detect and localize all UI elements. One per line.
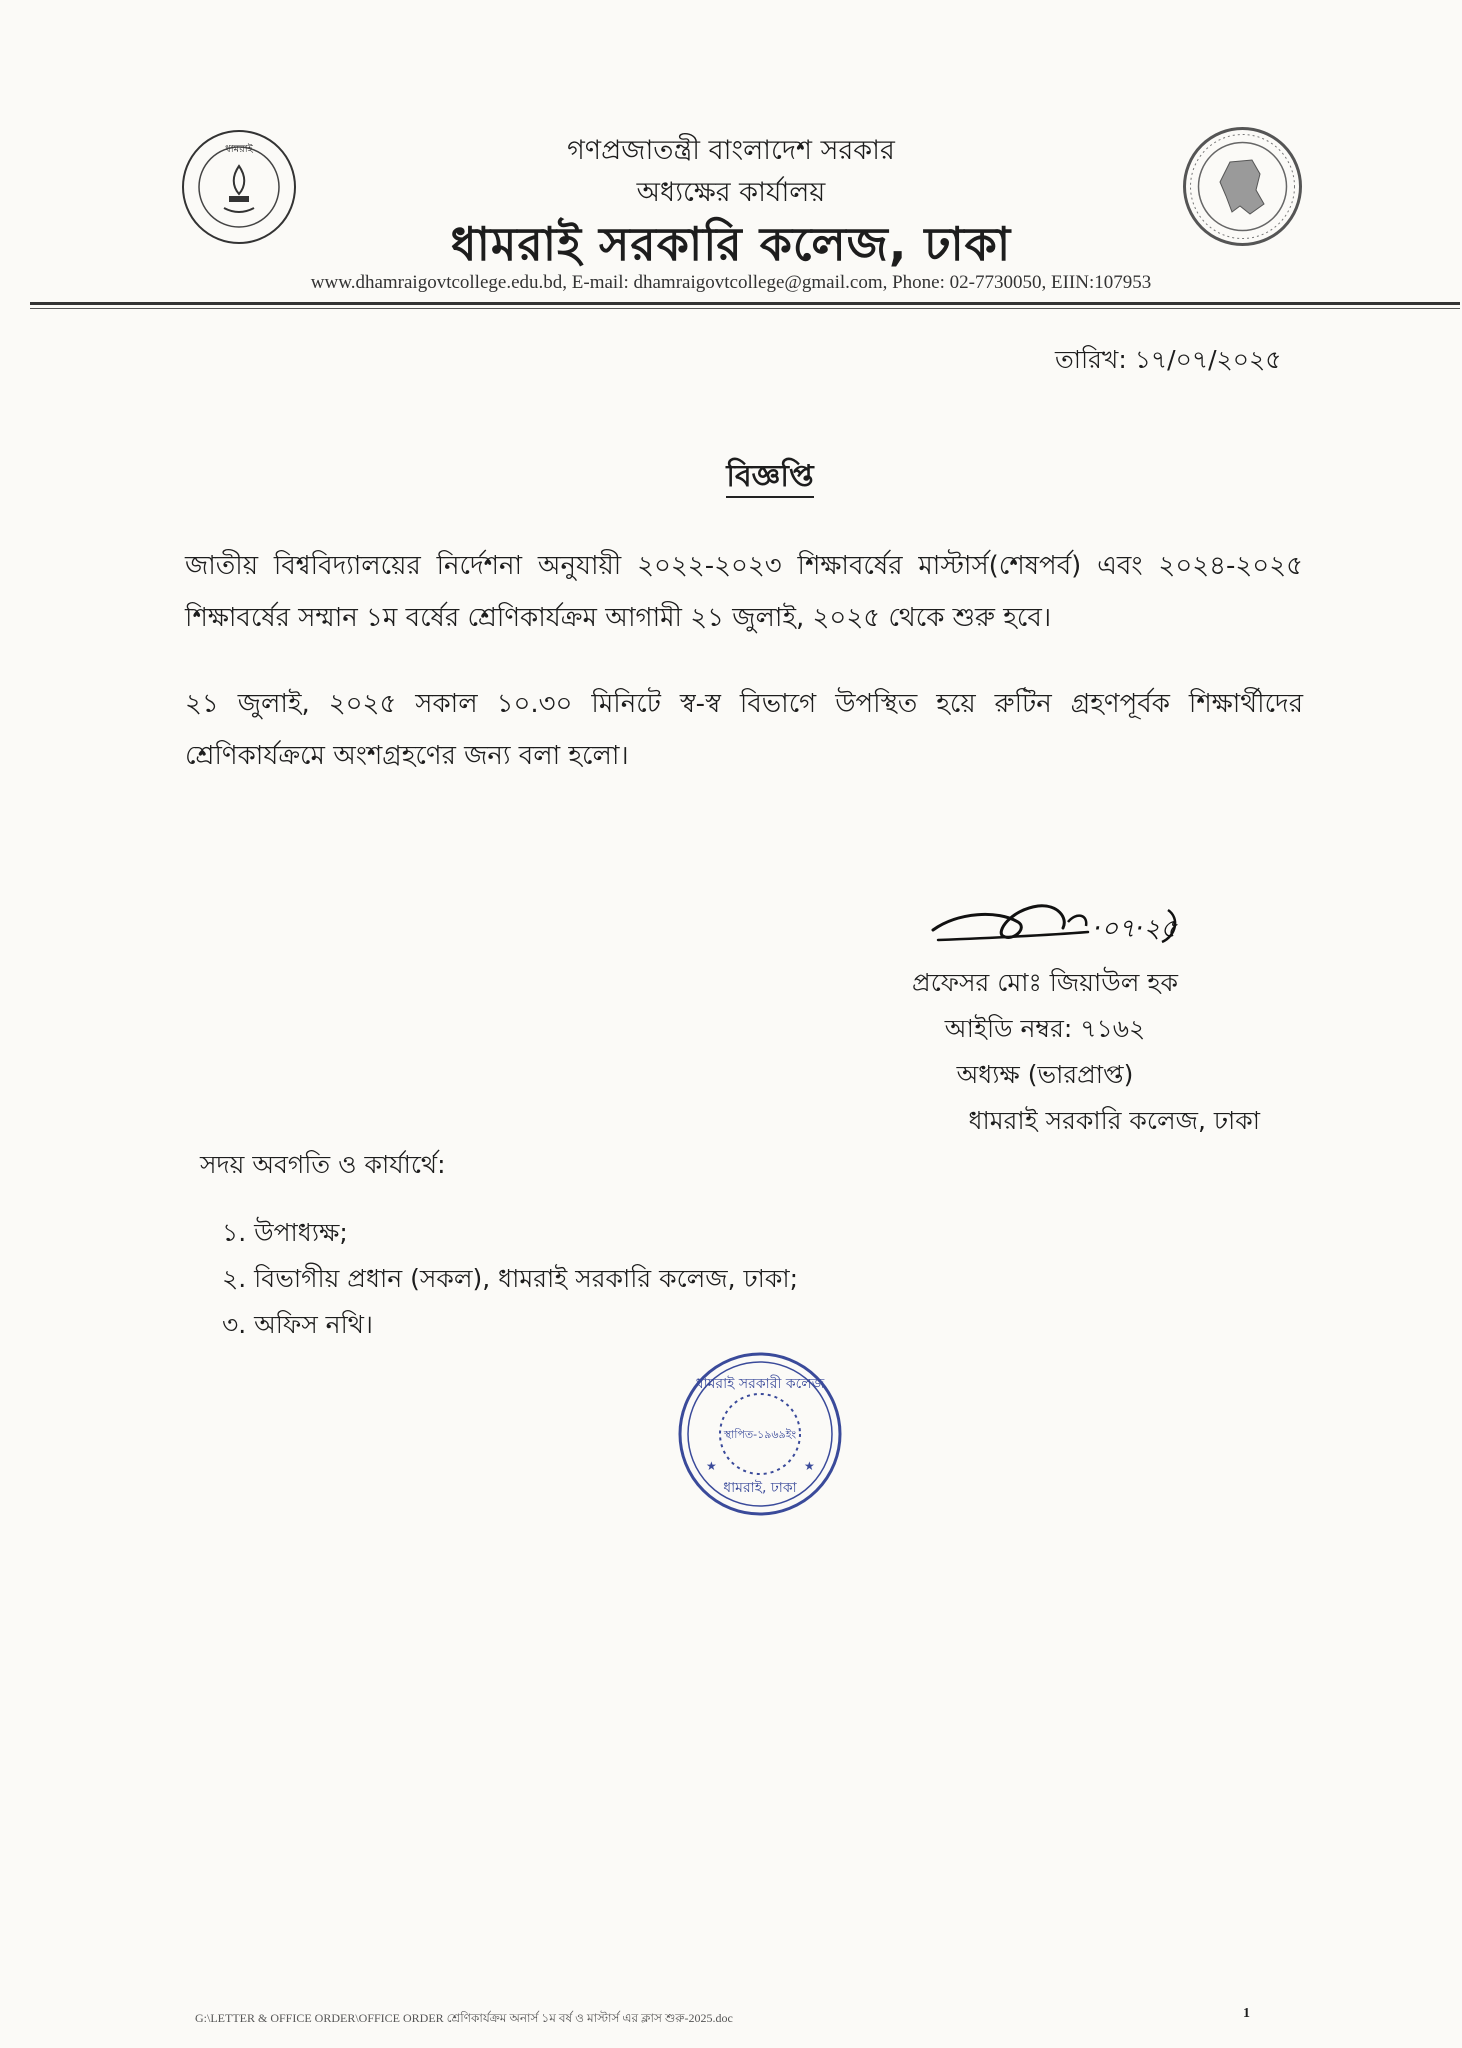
footer-file-path: G:\LETTER & OFFICE ORDER\OFFICE ORDER শ্রেণিকার্যক্রম অনার্স ১ম বর্ষ ও মাস্টার্স এর ক্লাস শুরু-2025.doc — [195, 2011, 733, 2025]
notice-paragraph-2: ২১ জুলাই, ২০২৫ সকাল ১০.৩০ মিনিটে স্ব-স্ব বিভাগে উপস্থিত হয়ে রুটিন গ্রহণপূর্বক শিক্ষার্থীদের শ্রেণিকার্যক্রমে অংশগ্রহণের জন্য বলা হলো। — [185, 689, 1303, 771]
list-item: ৩. অফিস নথি। — [222, 1310, 373, 1339]
office-heading: অধ্যক্ষের কার্যালয় — [636, 177, 826, 208]
header-divider-thick — [30, 302, 1460, 305]
signature-icon — [918, 892, 1193, 962]
distribution-list — [222, 1210, 798, 1348]
svg-text:ধামরাই, ঢাকা: ধামরাই, ঢাকা — [723, 1480, 797, 1496]
government-heading: গণপ্রজাতন্ত্রী বাংলাদেশ সরকার — [567, 135, 895, 166]
svg-text:★: ★ — [706, 1459, 717, 1473]
list-item: ১. উপাধ্যক্ষ; — [222, 1218, 348, 1247]
notice-date: তারিখ: ১৭/০৭/২০২৫ — [1055, 345, 1282, 374]
svg-text:ধামরাই: ধামরাই — [225, 144, 253, 155]
signatory-designation: অধ্যক্ষ (ভারপ্রাপ্ত) — [956, 1060, 1134, 1089]
notice-title — [0, 452, 1462, 503]
header-divider-thin — [30, 308, 1460, 309]
page-number: 1 — [1243, 2006, 1250, 2021]
notice-paragraph-1: জাতীয় বিশ্ববিদ্যালয়ের নির্দেশনা অনুযায়ী ২০২২-২০২৩ শিক্ষাবর্ষের মাস্টার্স(শেষপর্ব) এবং ২০২৪-২০২৫ শিক্ষাবর্ষের সম্মান ১ম বর্ষের শ্রেণিকার্যক্রম আগামী ২১ জুলাই, ২০২৫ থেকে শুরু হবে। — [185, 551, 1303, 633]
college-name-title: ধামরাই সরকারি কলেজ, ঢাকা — [450, 217, 1012, 271]
signatory-institution: ধামরাই সরকারি কলেজ, ঢাকা — [968, 1106, 1260, 1135]
office-stamp-icon — [676, 1350, 844, 1518]
notice-title-text: বিজ্ঞপ্তি — [726, 459, 813, 498]
distribution-heading: সদয় অবগতি ও কার্যার্থে: — [200, 1150, 446, 1179]
signatory-id: আইডি নম্বর: ৭১৬২ — [944, 1014, 1146, 1043]
svg-text:ধামরাই সরকারী কলেজ: ধামরাই সরকারী কলেজ — [695, 1376, 825, 1392]
list-item: ২. বিভাগীয় প্রধান (সকল), ধামরাই সরকারি কলেজ, ঢাকা; — [222, 1264, 799, 1293]
svg-text:স্থাপিত-১৯৬৯ইং: স্থাপিত-১৯৬৯ইং — [723, 1428, 797, 1441]
svg-text:·০৭·২৫: ·০৭·২৫ — [1093, 914, 1178, 944]
contact-info: www.dhamraigovtcollege.edu.bd, E-mail: dhamraigovtcollege@gmail.com, Phone: 02-7730050, EIIN:107953 — [310, 272, 1152, 293]
svg-text:★: ★ — [804, 1459, 815, 1473]
signatory-block — [860, 960, 1260, 1144]
signatory-name: প্রফেসর মোঃ জিয়াউল হক — [912, 968, 1178, 997]
